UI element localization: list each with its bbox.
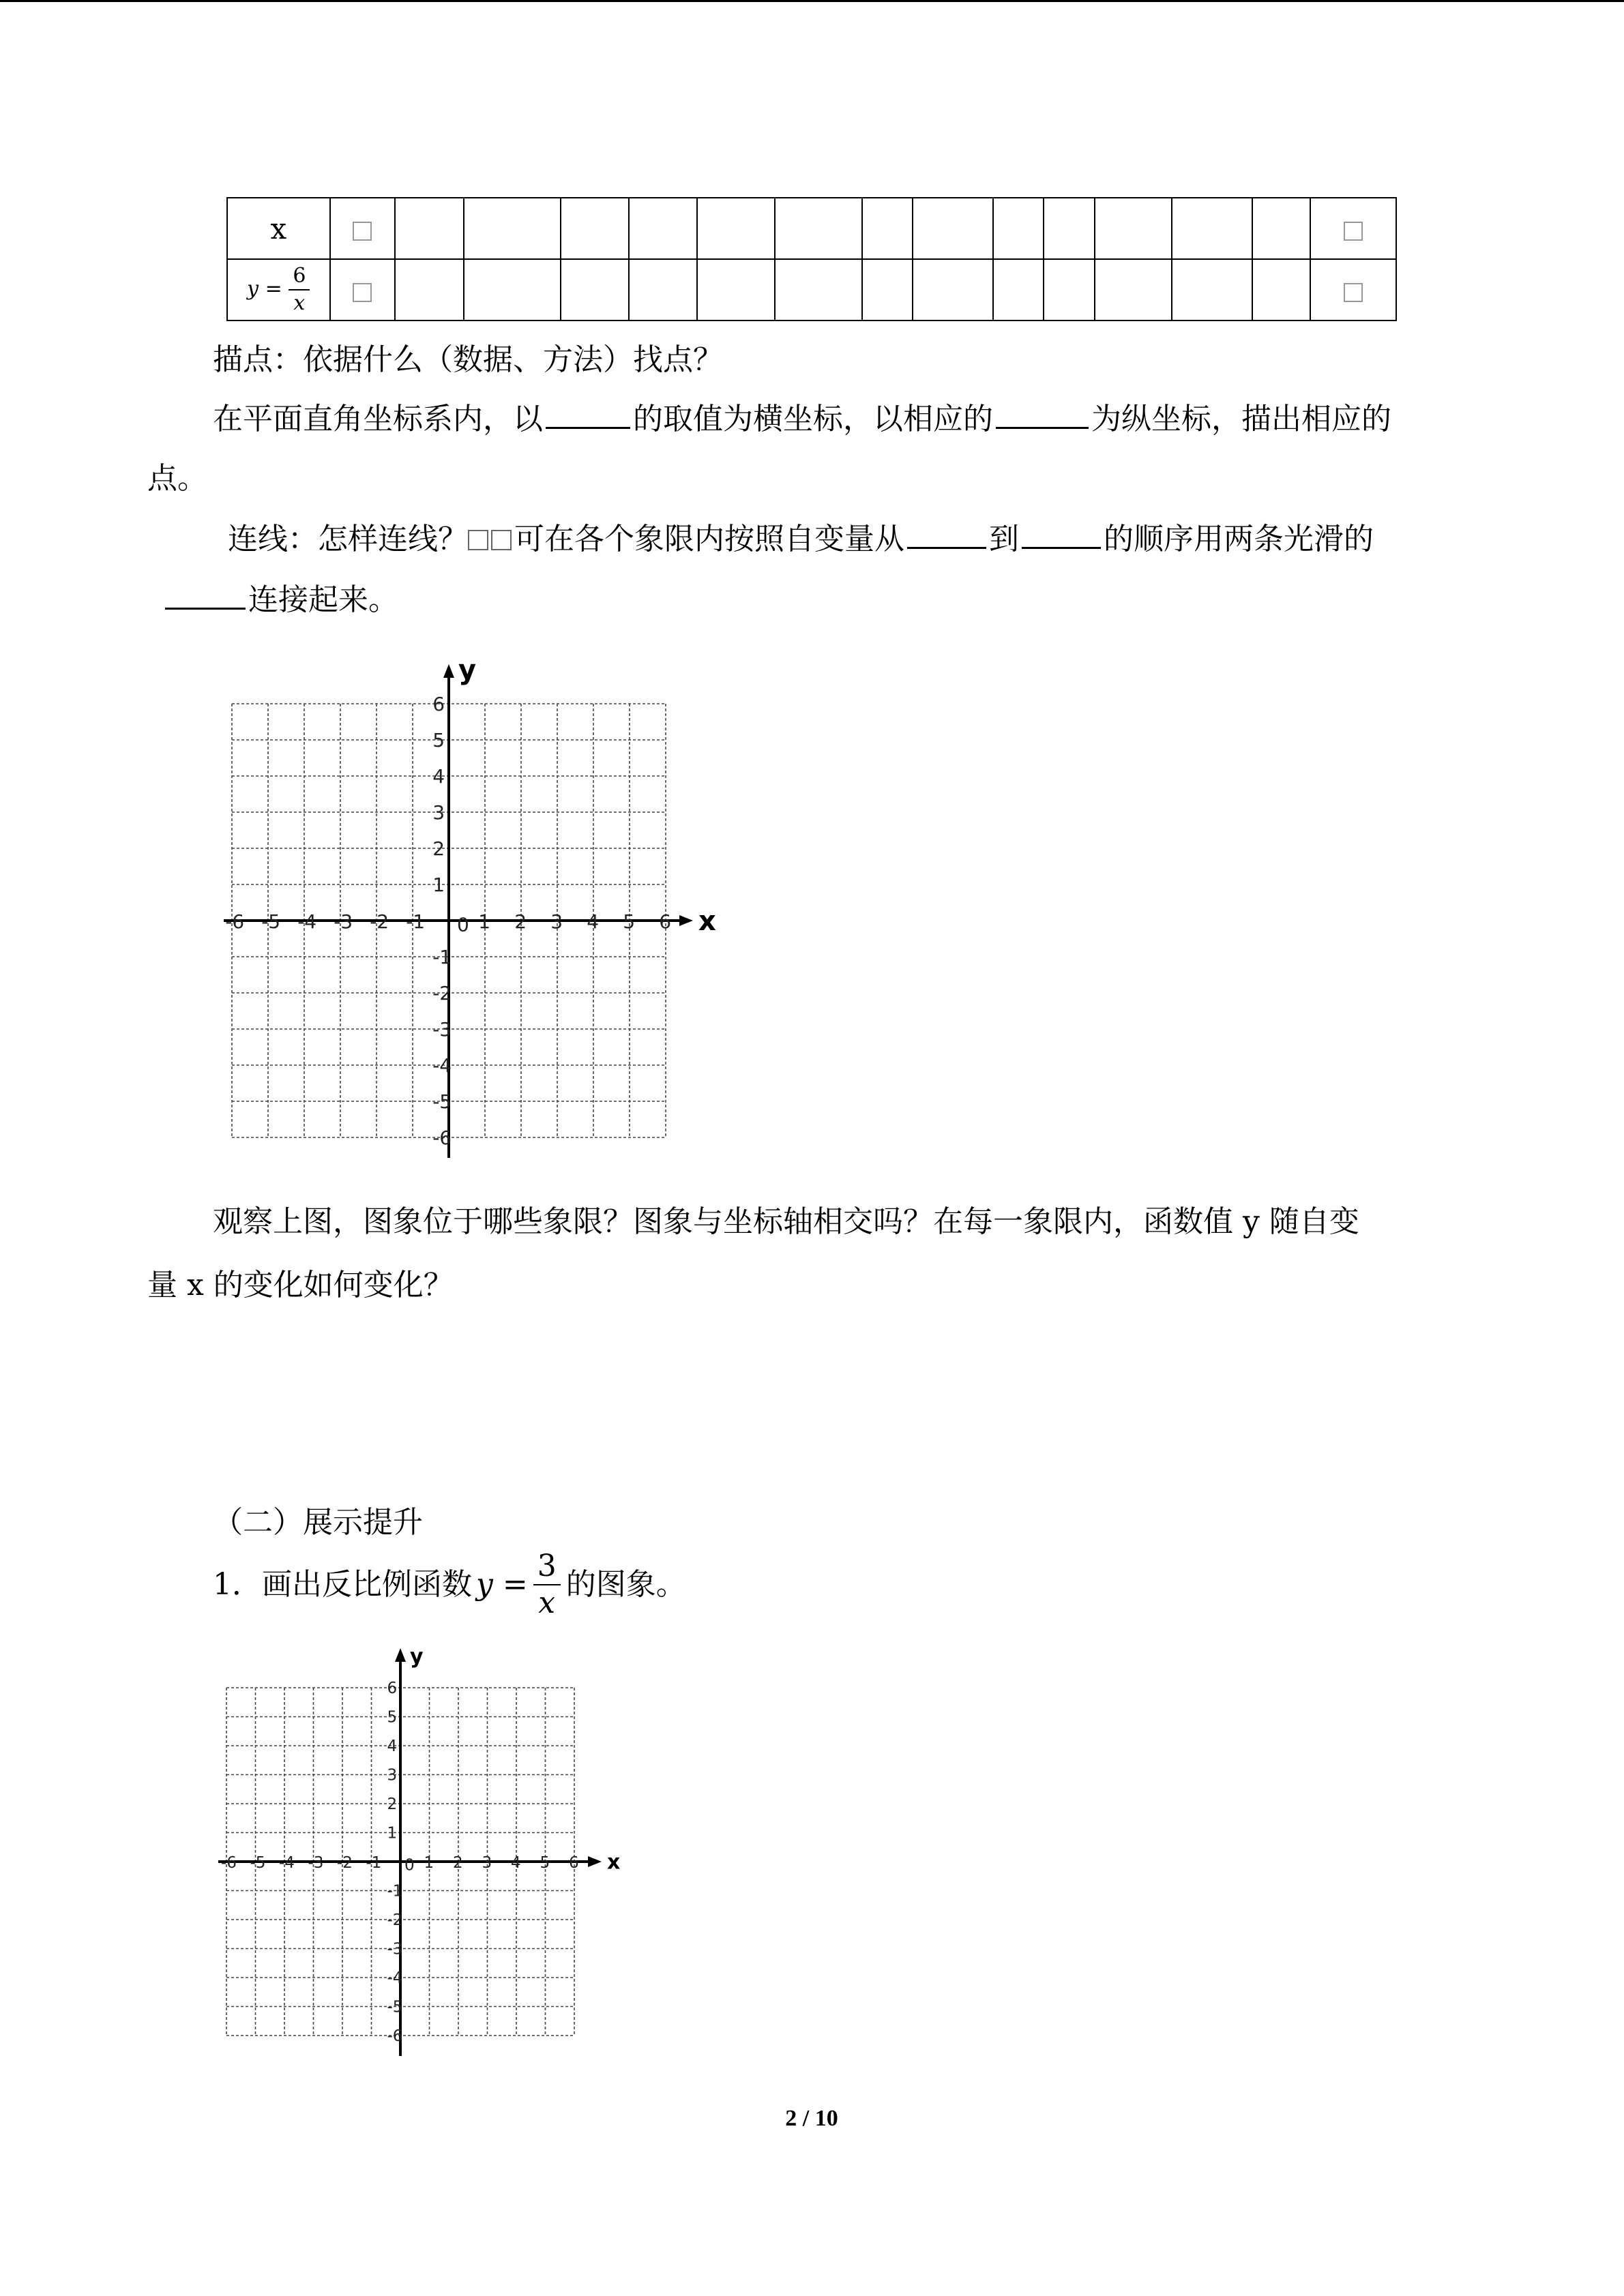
table-cell[interactable] (1044, 259, 1094, 320)
y-tick-label: 1 (387, 1824, 398, 1843)
y-tick-label: 5 (387, 1708, 398, 1727)
x-tick-label: 4 (587, 910, 600, 934)
origin-label: 0 (457, 913, 469, 936)
placeholder-square-icon (1344, 222, 1363, 241)
table-cell[interactable] (1252, 198, 1310, 259)
table-cell[interactable] (1310, 259, 1396, 320)
table-cell[interactable] (1252, 259, 1310, 320)
x-tick-label: 6 (568, 1854, 579, 1873)
answer-blank[interactable] (165, 580, 246, 610)
x-tick-label: -5 (250, 1854, 266, 1873)
y-tick-label: -4 (387, 1969, 403, 1988)
y-tick-label: -2 (432, 981, 452, 1004)
placeholder-square-icon (353, 283, 372, 302)
observation-question-line2: 量 x 的变化如何变化？ (147, 1268, 454, 1302)
fraction-3-over-x: $\frac{3}{x}$ (533, 1551, 561, 1618)
y-axis-label: y (410, 1645, 424, 1669)
y-axis-arrow-icon (395, 1648, 406, 1662)
fraction-6-over-x: $\frac{6}{x}$ (289, 266, 310, 314)
y-tick-label: 2 (432, 837, 445, 860)
observation-question-line1: 观察上图，图象位于哪些象限？图象与坐标轴相交吗？在每一象限内，函数值 y 随自变 (213, 1204, 1359, 1239)
y-tick-label: -6 (432, 1126, 452, 1149)
table-cell[interactable] (1095, 259, 1172, 320)
table-cell[interactable] (464, 259, 561, 320)
x-tick-label: 5 (540, 1854, 550, 1873)
exercise-1: 1．画出反比例函数 y = $\frac{3}{x}$ 的图象。 (213, 1549, 686, 1620)
page-top-border (0, 0, 1624, 2)
table-cell[interactable] (993, 259, 1044, 320)
x-tick-label: -3 (334, 910, 353, 934)
x-tick-label: -5 (261, 910, 281, 934)
x-tick-label: -4 (297, 910, 317, 934)
answer-blank[interactable] (996, 400, 1089, 429)
x-tick-label: 3 (550, 910, 563, 934)
x-axis-arrow-icon (588, 1856, 602, 1867)
y-tick-label: 1 (432, 873, 445, 896)
table-cell[interactable] (775, 259, 862, 320)
y-tick-label: -1 (432, 945, 452, 968)
table-cell[interactable] (330, 198, 395, 259)
table-cell[interactable] (629, 259, 698, 320)
table-cell[interactable] (1310, 198, 1396, 259)
x-tick-label: 3 (482, 1854, 492, 1873)
coordinate-grid-small[interactable] (205, 1637, 764, 2059)
table-cell[interactable] (697, 198, 774, 259)
x-axis-arrow-icon (679, 915, 693, 926)
plot-points-question: 描点：依据什么（数据、方法）找点？ (213, 342, 723, 377)
y-tick-label: 6 (432, 692, 445, 715)
placeholder-square-icon (468, 530, 488, 550)
table-cell[interactable] (330, 259, 395, 320)
answer-blank[interactable] (1022, 520, 1101, 549)
connect-sentence: 连线：怎样连线？ 可在各个象限内按照自变量从 到 的顺序用两条光滑的 (228, 519, 1374, 560)
section-title: （二）展示提升 (213, 1505, 423, 1540)
value-table (226, 197, 1397, 321)
y-tick-label: 4 (387, 1738, 398, 1756)
placeholder-square-icon (1344, 283, 1363, 302)
origin-label: 0 (404, 1856, 415, 1875)
table-row-y (227, 259, 1396, 320)
x-tick-label: 2 (452, 1854, 463, 1873)
table-cell[interactable] (913, 198, 993, 259)
table-row-label-y: y = $\frac{6}{x}$ (227, 259, 330, 320)
y-tick-label: 6 (387, 1680, 398, 1698)
x-tick-label: -4 (278, 1854, 295, 1873)
plot-points-sentence: 在平面直角坐标系内，以 的取值为横坐标，以相应的 为纵坐标，描出相应的 (213, 399, 1391, 440)
answer-blank[interactable] (907, 520, 986, 549)
table-cell[interactable] (464, 198, 561, 259)
table-cell[interactable] (1172, 198, 1252, 259)
table-row-label-x: x (227, 198, 330, 259)
x-axis-label: x (698, 906, 716, 937)
table-cell[interactable] (395, 259, 464, 320)
y-tick-label: 5 (432, 728, 445, 751)
y-tick-label: -2 (387, 1911, 403, 1930)
y-tick-label: -6 (387, 2027, 403, 2046)
x-tick-label: -2 (370, 910, 389, 934)
y-axis-arrow-icon (443, 664, 454, 678)
answer-blank[interactable] (546, 400, 630, 429)
y-tick-label: 2 (387, 1795, 398, 1814)
table-cell[interactable] (775, 198, 862, 259)
y-tick-label: -5 (432, 1090, 452, 1113)
table-cell[interactable] (395, 198, 464, 259)
y-tick-label: -1 (387, 1882, 403, 1900)
table-row-x (227, 198, 1396, 259)
plot-points-sentence-end: 点。 (147, 461, 207, 496)
x-axis-label: x (607, 1850, 621, 1875)
placeholder-square-icon (491, 530, 512, 550)
x-tick-label: -6 (225, 910, 245, 934)
table-cell[interactable] (862, 259, 913, 320)
table-cell[interactable] (862, 198, 913, 259)
x-tick-label: -1 (366, 1854, 382, 1873)
x-tick-label: 4 (510, 1854, 521, 1873)
x-tick-label: 1 (424, 1854, 434, 1873)
x-tick-label: -2 (336, 1854, 353, 1873)
x-tick-label: 2 (514, 910, 527, 934)
table-cell[interactable] (629, 198, 698, 259)
placeholder-square-icon (353, 222, 372, 241)
table-cell[interactable] (561, 198, 629, 259)
x-tick-label: 6 (659, 910, 672, 934)
table-cell[interactable] (913, 259, 993, 320)
x-tick-label: -6 (220, 1854, 237, 1873)
y-tick-label: 3 (432, 801, 445, 824)
table-cell[interactable] (561, 259, 629, 320)
x-tick-label: -3 (308, 1854, 324, 1873)
x-tick-label: 1 (478, 910, 491, 934)
y-tick-label: -5 (387, 1998, 403, 2016)
x-tick-label: 5 (623, 910, 636, 934)
table-cell[interactable] (697, 259, 774, 320)
table-cell[interactable] (1172, 259, 1252, 320)
table-cell[interactable] (1095, 198, 1172, 259)
y-tick-label: -3 (387, 1940, 403, 1958)
table-cell[interactable] (993, 198, 1044, 259)
y-tick-label: 3 (387, 1766, 398, 1785)
connect-sentence-end: 连接起来。 (162, 580, 398, 621)
y-tick-label: -3 (432, 1017, 452, 1041)
y-tick-label: 4 (432, 764, 445, 788)
table-cell[interactable] (1044, 198, 1094, 259)
y-tick-label: -4 (432, 1054, 452, 1077)
y-axis-label: y (458, 655, 477, 686)
x-tick-label: -1 (406, 910, 426, 934)
coordinate-grid-large[interactable] (205, 641, 969, 1166)
